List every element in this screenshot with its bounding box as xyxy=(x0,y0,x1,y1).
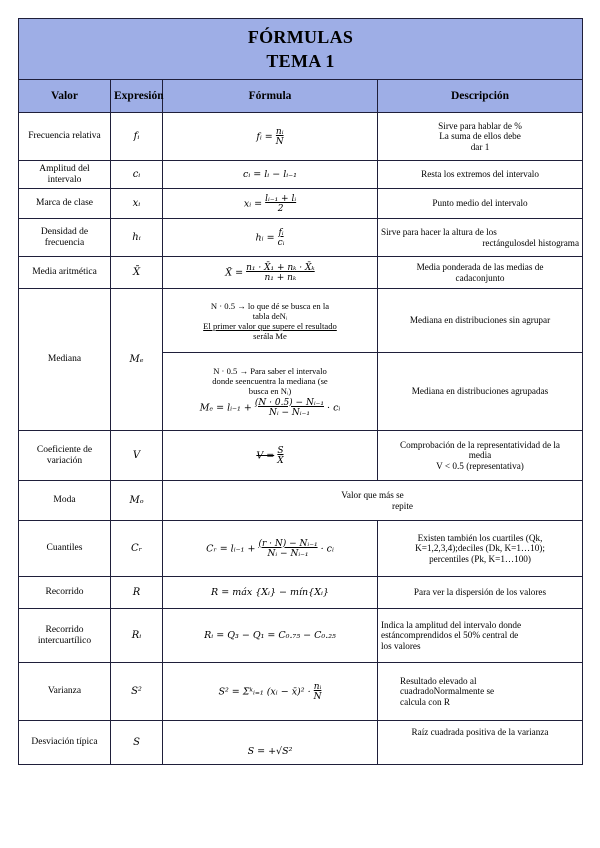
formula-cell xyxy=(163,257,378,289)
row-marca xyxy=(19,189,583,219)
formula-cell: cᵢ = lᵢ − lᵢ₋₁ xyxy=(163,161,378,189)
formula-rhs: · cᵢ xyxy=(320,543,334,554)
expresion-cell: xᵢ xyxy=(111,189,163,219)
title-banner xyxy=(19,19,583,80)
expresion-cell: hᵢ xyxy=(111,219,163,257)
desc-line: Existen también los cuartiles (Qk, xyxy=(417,532,543,543)
valor-cell: Mediana xyxy=(19,289,111,431)
row-frecuencia xyxy=(19,113,583,161)
descripcion-cell xyxy=(378,219,583,257)
formula-numerator: S xyxy=(277,445,284,456)
valor-cell: Amplitud del intervalo xyxy=(19,161,111,189)
formula-cell xyxy=(163,481,583,521)
formula-rhs: · cᵢ xyxy=(327,402,341,413)
formula-line: N · 0.5 → Para saber el intervalo xyxy=(213,365,327,376)
desc-line: cuadradoNormalmente se xyxy=(400,686,495,697)
valor-cell: Coeficiente de variación xyxy=(19,431,111,481)
row-cuantiles xyxy=(19,521,583,577)
expresion-cell: Cᵣ xyxy=(111,521,163,577)
descripcion-cell xyxy=(378,431,583,481)
row-desviacion xyxy=(19,721,583,765)
header-formula: Fórmula xyxy=(163,80,378,113)
expresion-cell: X̄ xyxy=(111,257,163,289)
desc-line: estáncomprendidos el 50% central de xyxy=(381,630,519,641)
expresion-cell: Mₒ xyxy=(111,481,163,521)
formula-denominator: cᵢ xyxy=(277,237,285,248)
formula-numerator: (N · 0.5) − Nᵢ₋₁ xyxy=(254,397,324,408)
descripcion-cell xyxy=(378,663,583,721)
formula-lhs: fᵢ = xyxy=(256,131,273,142)
row-intercuartilico xyxy=(19,609,583,663)
expresion-cell: S xyxy=(111,721,163,765)
formula-denominator: N xyxy=(313,691,322,702)
desc-line: los valores xyxy=(381,640,421,651)
formula-cell xyxy=(163,431,378,481)
desc-line: K=1,2,3,4);deciles (Dk, K=1…10); xyxy=(415,543,545,554)
valor-cell: Media aritmética xyxy=(19,257,111,289)
formula-numerator: (r · N) − Nᵢ₋₁ xyxy=(258,538,318,549)
expresion-cell: fᵢ xyxy=(111,113,163,161)
desc-line: media xyxy=(468,450,492,461)
desc-line: Resultado elevado al xyxy=(400,675,477,686)
title-main: FÓRMULAS xyxy=(247,27,354,47)
formula-cell xyxy=(163,353,378,431)
valor-cell: Recorrido intercuartílico xyxy=(19,609,111,663)
row-moda xyxy=(19,481,583,521)
formula-cell: R = máx {Xᵢ} − mín{Xᵢ} xyxy=(163,577,378,609)
formulas-table xyxy=(18,18,583,765)
descripcion-cell: Raíz cuadrada positiva de la varianza xyxy=(378,721,583,765)
formula-line: busca en Nᵢ) xyxy=(248,385,292,396)
header-row xyxy=(19,80,583,113)
expresion-cell: S² xyxy=(111,663,163,721)
formula-sheet xyxy=(18,18,582,765)
title-sub: TEMA 1 xyxy=(266,51,335,71)
row-recorrido xyxy=(19,577,583,609)
formula-numerator: nᵢ xyxy=(275,126,284,137)
formula-lhs: hᵢ = xyxy=(255,232,275,243)
formula-line: tabla deNᵢ xyxy=(252,310,288,321)
row-coeficiente xyxy=(19,431,583,481)
desc-line: Sirve para hacer la altura de los xyxy=(381,227,497,237)
formula-denominator: X̄ xyxy=(277,455,284,466)
desc-line: Sirve para hablar de % xyxy=(438,120,522,131)
formula-cell: Rᵢ = Q₃ − Q₁ = C₀.₇₅ − C₀.₂₅ xyxy=(163,609,378,663)
formula-lhs: Mₑ = lᵢ₋₁ + xyxy=(199,402,252,413)
formula-denominator: N xyxy=(275,136,284,147)
formula-denominator: 2 xyxy=(277,203,284,214)
expresion-cell: Mₑ xyxy=(111,289,163,431)
desc-line: V < 0.5 (representativa) xyxy=(436,460,524,471)
formula-expression xyxy=(166,398,374,418)
desc-line: Valor que más se xyxy=(341,490,404,500)
desc-line: cadaconjunto xyxy=(455,272,505,283)
expresion-cell: Rᵢ xyxy=(111,609,163,663)
row-densidad xyxy=(19,219,583,257)
formula-line: El primer valor que supere el resultado xyxy=(203,320,337,331)
header-descripcion: Descripción xyxy=(378,80,583,113)
formula-cell xyxy=(163,289,378,353)
desc-line: La suma de ellos debe xyxy=(439,131,521,142)
formula-line: serála Me xyxy=(253,330,287,341)
formula-cell xyxy=(163,113,378,161)
formula-lhs: V = xyxy=(256,450,275,461)
formula-cell xyxy=(163,219,378,257)
valor-cell: Frecuencia relativa xyxy=(19,113,111,161)
desc-line: calcula con R xyxy=(400,696,450,707)
descripcion-cell xyxy=(378,257,583,289)
formula-lhs: X̄ = xyxy=(225,267,244,278)
valor-cell: Marca de clase xyxy=(19,189,111,219)
descripcion-cell: Mediana en distribuciones agrupadas xyxy=(378,353,583,431)
row-media xyxy=(19,257,583,289)
formula-denominator: n₁ + nₖ xyxy=(264,272,297,283)
formula-numerator: n₁ · X̄₁ + nₖ · X̄ₖ xyxy=(246,262,315,273)
desc-line: Comprobación de la representatividad de la xyxy=(400,439,560,450)
descripcion-cell xyxy=(378,113,583,161)
formula-lhs: S² = Σᵏᵢ₌₁ (xᵢ − x̄)² · xyxy=(218,686,311,697)
desc-line: Indica la amplitud del intervalo donde xyxy=(381,619,522,630)
formula-numerator: fᵢ xyxy=(278,227,284,238)
expresion-cell: V xyxy=(111,431,163,481)
valor-cell: Moda xyxy=(19,481,111,521)
formula-numerator: nᵢ xyxy=(313,681,322,692)
formula-denominator: Nᵢ − Nᵢ₋₁ xyxy=(267,548,309,559)
descripcion-cell xyxy=(378,521,583,577)
valor-cell: Desviación típica xyxy=(19,721,111,765)
desc-line: rectángulosdel histograma xyxy=(482,237,580,248)
formula-cell xyxy=(163,189,378,219)
formula-line: donde seencuentra la mediana (se xyxy=(212,375,328,386)
descripcion-cell: Resta los extremos del intervalo xyxy=(378,161,583,189)
expresion-cell: R xyxy=(111,577,163,609)
desc-line: Media ponderada de las medias de xyxy=(416,262,544,272)
valor-cell: Cuantiles xyxy=(19,521,111,577)
desc-line: repite xyxy=(392,500,413,511)
descripcion-cell: Para ver la dispersión de los valores xyxy=(378,577,583,609)
header-expresion: Expresión xyxy=(111,80,163,113)
desc-line: percentiles (Pk, K=1…100) xyxy=(429,553,531,564)
valor-cell: Recorrido xyxy=(19,577,111,609)
row-amplitud xyxy=(19,161,583,189)
formula-line: N · 0.5 → lo que dé se busca en la xyxy=(210,300,330,311)
descripcion-cell: Punto medio del intervalo xyxy=(378,189,583,219)
header-valor: Valor xyxy=(19,80,111,113)
valor-cell: Varianza xyxy=(19,663,111,721)
row-mediana-a xyxy=(19,289,583,353)
formula-cell xyxy=(163,663,378,721)
formula-cell: S = +√S² xyxy=(163,721,378,765)
formula-cell xyxy=(163,521,378,577)
desc-line: dar 1 xyxy=(470,141,490,152)
formula-numerator: lᵢ₋₁ + lᵢ xyxy=(265,193,297,204)
descripcion-cell xyxy=(378,609,583,663)
descripcion-cell: Mediana en distribuciones sin agrupar xyxy=(378,289,583,353)
valor-cell: Densidad de frecuencia xyxy=(19,219,111,257)
formula-lhs: xᵢ = xyxy=(243,198,263,209)
formula-lhs: Cᵣ = lᵢ₋₁ + xyxy=(206,543,256,554)
row-varianza xyxy=(19,663,583,721)
expresion-cell: cᵢ xyxy=(111,161,163,189)
formula-denominator: Nᵢ − Nᵢ₋₁ xyxy=(268,407,310,418)
